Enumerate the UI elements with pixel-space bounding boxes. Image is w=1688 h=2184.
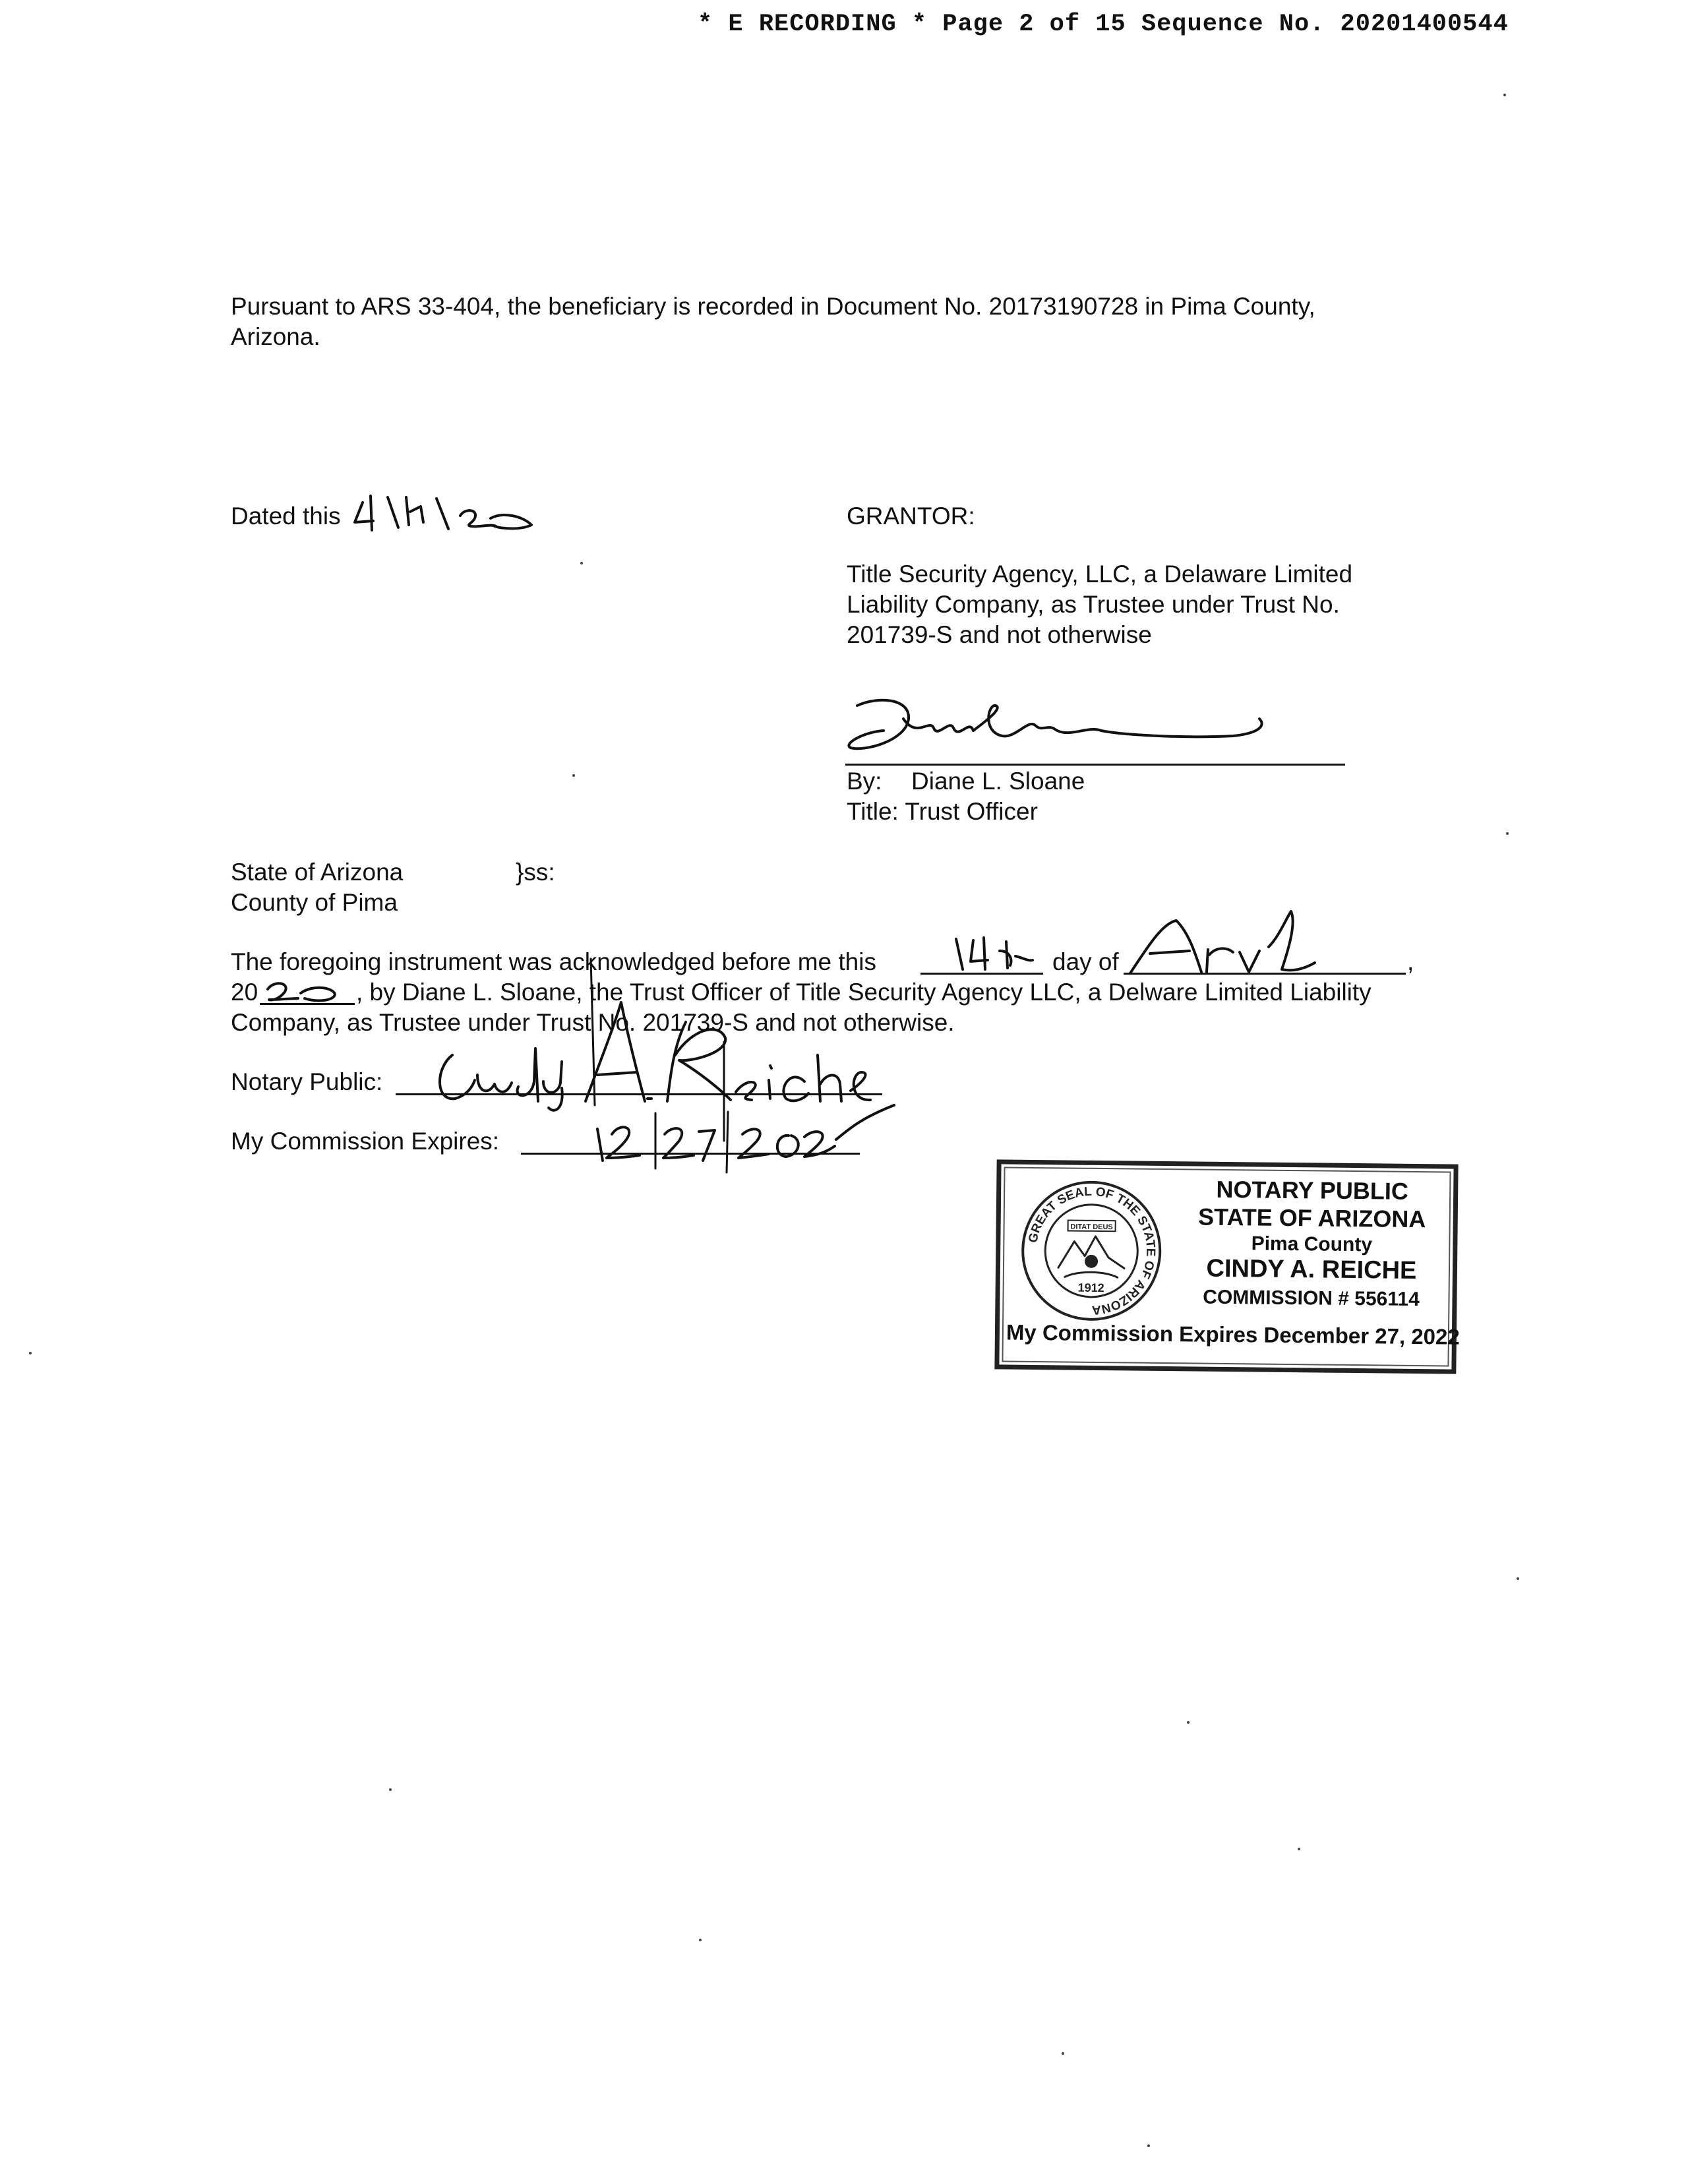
scan-speck bbox=[29, 1352, 32, 1354]
stamp-commission: COMMISSION # 556114 bbox=[1203, 1286, 1420, 1311]
notary-public-label: Notary Public: bbox=[231, 1068, 383, 1095]
grantor-heading: GRANTOR: bbox=[847, 502, 975, 530]
handwritten-commission-date bbox=[580, 1100, 897, 1172]
svg-text:1912: 1912 bbox=[1077, 1281, 1104, 1295]
notary-signature bbox=[409, 943, 897, 1108]
scan-speck bbox=[1187, 1721, 1190, 1724]
scan-speck bbox=[580, 562, 583, 564]
scan-speck bbox=[1517, 1577, 1519, 1580]
scan-speck bbox=[1147, 2144, 1150, 2147]
ack-line-1-prefix: The foregoing instrument was acknowledged before me this bbox=[231, 948, 876, 975]
scan-speck bbox=[1506, 832, 1509, 835]
grantor-line-1: Title Security Agency, LLC, a Delaware Limited bbox=[847, 561, 1353, 588]
scan-speck bbox=[389, 1788, 392, 1791]
beneficiary-line-1: Pursuant to ARS 33-404, the beneficiary is recorded in Document No. 20173190728 in Pima County, bbox=[231, 293, 1315, 320]
venue-state: State of Arizona bbox=[231, 859, 404, 886]
ack-year-prefix: 20 bbox=[231, 979, 258, 1006]
grantor-signature-line bbox=[845, 764, 1345, 766]
grantor-line-3: 201739-S and not otherwise bbox=[847, 621, 1152, 648]
stamp-expires: My Commission Expires December 27, 2022 bbox=[1006, 1320, 1460, 1349]
grantor-signature bbox=[837, 692, 1299, 772]
grantor-title: Title: Trust Officer bbox=[847, 798, 1038, 825]
stamp-county: Pima County bbox=[1251, 1232, 1373, 1256]
svg-text:GREAT SEAL OF THE STATE OF ARI: GREAT SEAL OF THE STATE OF ARIZONA bbox=[1026, 1184, 1158, 1318]
ack-comma: , bbox=[1407, 948, 1414, 975]
stamp-title: NOTARY PUBLIC bbox=[1216, 1175, 1409, 1205]
arizona-state-seal bbox=[1018, 1178, 1164, 1324]
ack-day-of: day of bbox=[1052, 948, 1119, 975]
recording-header: * E RECORDING * Page 2 of 15 Sequence No. 20201400544 bbox=[698, 11, 1509, 38]
scan-speck bbox=[1503, 94, 1506, 96]
ack-line-2-rest: , by Diane L. Sloane, the Trust Officer of Title Security Agency LLC, a Delware Limited Liability bbox=[356, 979, 1372, 1006]
handwritten-day bbox=[947, 931, 1039, 973]
ack-line-3: Company, as Trustee under Trust No. 201739-S and not otherwise. bbox=[231, 1009, 955, 1036]
scan-speck bbox=[699, 1939, 702, 1941]
handwritten-month bbox=[1124, 903, 1328, 983]
scan-speck bbox=[1062, 2052, 1064, 2055]
grantor-by-name: Diane L. Sloane bbox=[911, 768, 1085, 795]
grantor-by-label: By: bbox=[847, 768, 882, 795]
notary-stamp bbox=[994, 1159, 1458, 1374]
venue-county: County of Pima bbox=[231, 889, 398, 916]
venue-ss: }ss: bbox=[516, 859, 555, 886]
handwritten-year bbox=[261, 976, 353, 1005]
grantor-line-2: Liability Company, as Trustee under Trust No. bbox=[847, 591, 1340, 618]
scan-speck bbox=[1298, 1848, 1300, 1850]
stamp-state: STATE OF ARIZONA bbox=[1197, 1203, 1426, 1233]
svg-text:DITAT DEUS: DITAT DEUS bbox=[1070, 1223, 1113, 1232]
handwritten-date bbox=[349, 489, 547, 535]
commission-expires-label: My Commission Expires: bbox=[231, 1128, 500, 1155]
beneficiary-line-2: Arizona. bbox=[231, 323, 320, 350]
dated-label: Dated this bbox=[231, 502, 341, 530]
stamp-name: CINDY A. REICHE bbox=[1206, 1254, 1417, 1285]
scan-speck bbox=[572, 774, 575, 777]
